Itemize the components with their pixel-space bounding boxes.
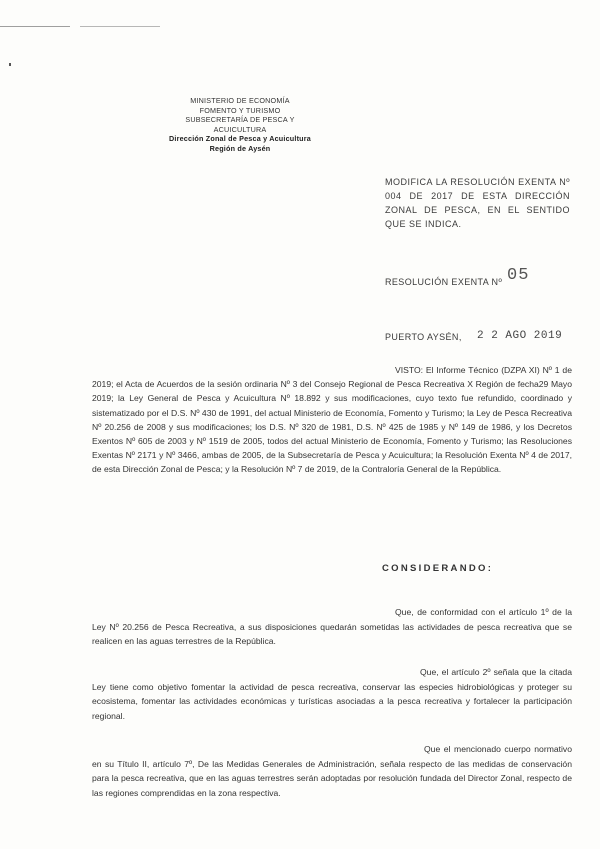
visto-paragraph: VISTO: El Informe Técnico (DZPA XI) Nº 1 de 2019; el Acta de Acuerdos de la sesión ordinaria Nº 3 del Consejo Regional de Pesca Recreativa X Región de fecha29 Mayo 2019; la Ley General de Pesca y Acuicultura Nº 18.892 y sus modificaciones, cuyo texto fue refundido, coordinado y sistematizado por el D.S. Nº 430 de 1991, del actual Ministerio de Economía, Fomento y Turismo; la Ley de Pesca Recreativa Nº 20.256 de 2008 y sus modificaciones; los D.S. Nº 320 de 1981, D.S. Nº 425 de 1985 y Nº 149 de 1986, y los Decretos Exentos Nº 605 de 2003 y Nº 1519 de 2005, todos del actual Ministerio de Economía, Fomento y Turismo; las Resoluciones Exentas Nº 2171 y Nº 3466, ambas de 2005, de la Subsecretaría de Pesca y Acuicultura; la Resolución Exenta Nº 4 de 2017, de esta Dirección Zonal de Pesca; y la Resolución Nº 7 de 2019, de la Contraloría General de la República. <box>92 365 572 475</box>
resolution-subject: MODIFICA LA RESOLUCIÓN EXENTA Nº 004 DE 2017 DE ESTA DIRECCIÓN ZONAL DE PESCA, EN EL SENTIDO QUE SE INDICA. <box>385 177 570 229</box>
header-line-region: Región de Aysén <box>209 143 271 153</box>
header-line-subsecretaria: SUBSECRETARÍA DE PESCA Y ACUICULTURA <box>185 115 295 134</box>
considerando-paragraph-2: Que, el artículo 2º señala que la citada Ley tiene como objetivo fomentar la actividad de pesca recreativa, conservar las especies hidrobiológicas y proteger su ecosistema, fomentar las actividades económicas y turísticas asociadas a la pesca recreativa y fortalecer la participación regional. <box>92 667 572 721</box>
header-line-fomento: FOMENTO Y TURISMO <box>199 105 281 115</box>
considerando-paragraph-1: Que, de conformidad con el artículo 1º de la Ley Nº 20.256 de Pesca Recreativa, a sus disposiciones quedarán sometidas las actividades de pesca recreativa que se realicen en las aguas terrestres de la República. <box>92 607 572 647</box>
header-line-direccion: Dirección Zonal de Pesca y Acuicultura <box>169 134 311 143</box>
considerando-heading: CONSIDERANDO: <box>382 563 494 574</box>
date-stamp: 2 2 AGO 2019 <box>477 330 563 342</box>
scan-artifact-dot <box>9 63 11 66</box>
header-line-ministry: MINISTERIO DE ECONOMÍA <box>190 96 290 105</box>
scan-artifact-line <box>0 26 600 27</box>
resolution-label: RESOLUCIÓN EXENTA Nº <box>385 277 503 287</box>
resolution-number: 05 <box>507 266 530 285</box>
considerando-paragraph-3: Que el mencionado cuerpo normativo en su Título II, artículo 7º, De las Medidas Generales de Administración, señala respecto de las medidas de conservación para la pesca recreativa, que en las aguas terrestres serán adoptadas por resolución fundada del Director Zonal, respecto de las regiones comprendidas en la zona respectiva. <box>92 744 572 798</box>
place-label: PUERTO AYSÉN, <box>385 332 462 342</box>
ministry-header <box>160 96 320 153</box>
